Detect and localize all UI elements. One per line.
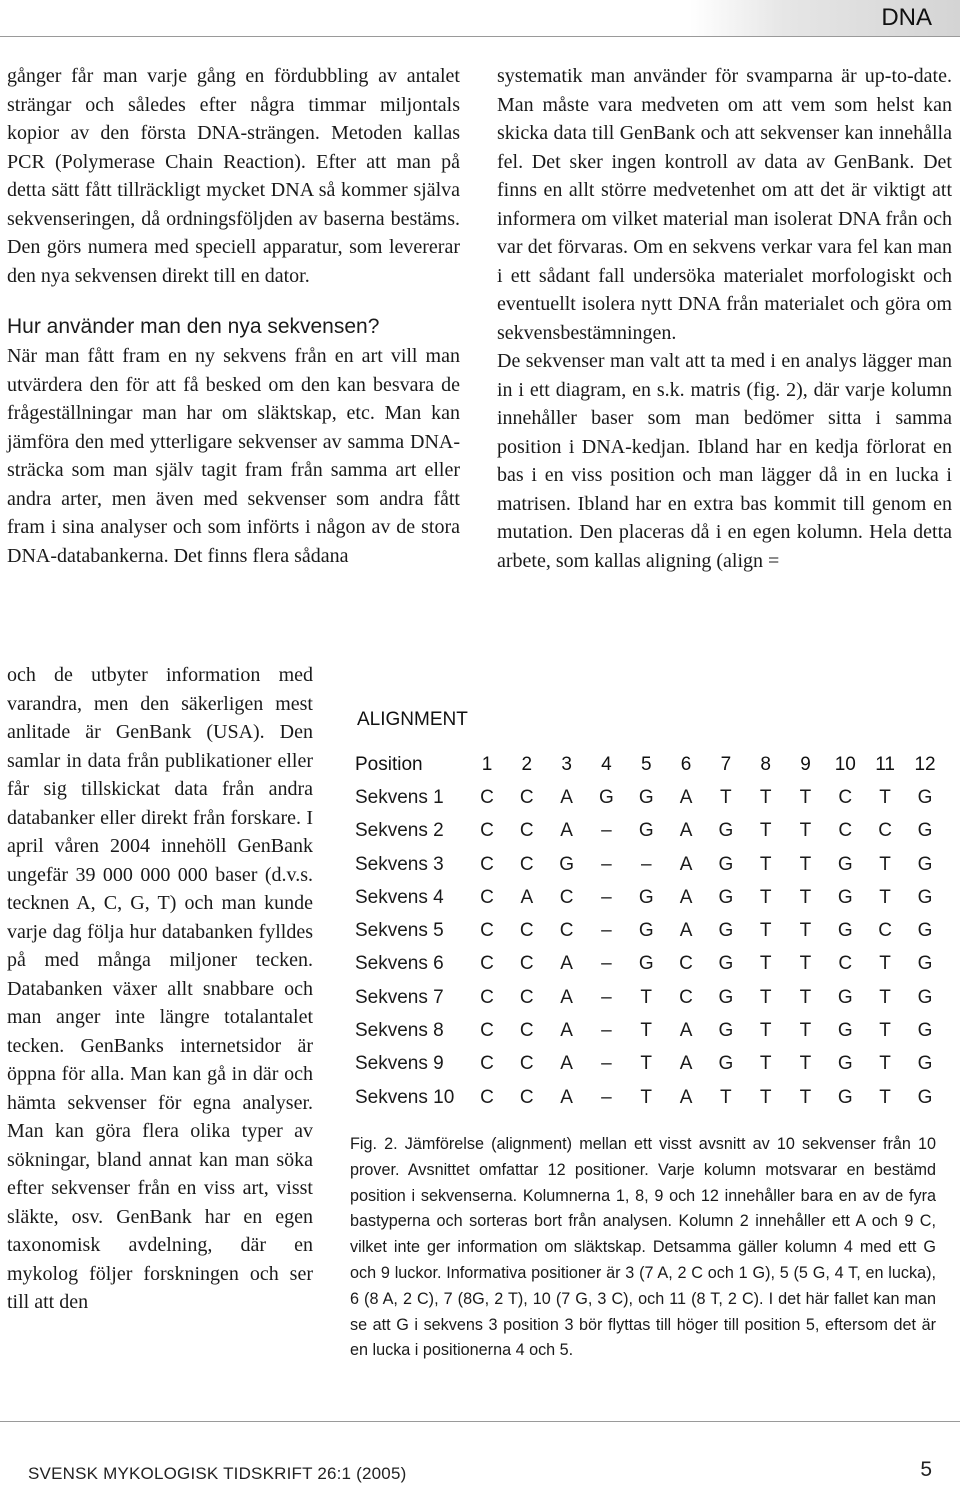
sequence-label: Sekvens 9	[355, 1053, 444, 1075]
left-paragraph-2: När man fått fram en ny sekvens från en art vill man utvärdera den för att få besked om den kan besvara de frågeställningar man har om släktskap, etc. Man kan jämföra den med ytterligare sekvenser av samma DNA-sträcka som man själv tagit fram från samma art eller andra arter, men även med sekvenser som andra fått fram i sina analyser och som införts i någon av de stora DNA-databankerna. Det finns flera sådana	[7, 345, 460, 567]
sequence-row	[355, 1014, 945, 1047]
base-cell: G	[837, 886, 853, 908]
base-cell: G	[599, 786, 614, 808]
base-cell: T	[879, 1020, 891, 1042]
base-cell: T	[799, 1086, 812, 1108]
sequence-label: Sekvens 2	[355, 820, 444, 842]
base-cell: T	[640, 986, 653, 1008]
sequence-label: Sekvens 10	[355, 1086, 455, 1108]
base-cell: C	[838, 953, 853, 975]
base-cell: –	[601, 920, 612, 942]
left-paragraph-1: gånger får man varje gång en fördubbling av antalet strängar och således efter några timmar miljontals kopior av den första DNA-strängen. Metoden kallas PCR (Polymerase Chain Reaction). Efter att man på detta sätt fått tillräckligt mycket DNA så kommer själva sekvenseringen, då ordningsföljden av baserna bestäms. Den görs numera med speciell apparatur, som levererar den nya sekvensen direkt till en dator.	[7, 65, 460, 287]
base-cell: C	[838, 786, 853, 808]
position-number: 4	[601, 753, 612, 775]
position-number: 7	[720, 753, 732, 775]
base-cell: C	[519, 986, 534, 1008]
base-cell: C	[878, 920, 892, 942]
base-cell: G	[917, 986, 933, 1008]
base-cell: –	[601, 886, 612, 908]
base-cell: –	[601, 853, 612, 875]
base-cell: T	[759, 1053, 772, 1075]
base-cell: C	[480, 1053, 494, 1075]
base-cell: G	[837, 1053, 853, 1075]
base-cell: G	[917, 820, 933, 842]
base-cell: A	[679, 1053, 693, 1075]
base-cell: T	[879, 886, 891, 908]
base-cell: T	[759, 820, 772, 842]
position-header-row	[355, 748, 945, 781]
base-cell: T	[799, 953, 812, 975]
base-cell: –	[601, 820, 612, 842]
base-cell: T	[799, 1053, 812, 1075]
sequence-row	[355, 848, 945, 881]
base-cell: T	[720, 1086, 732, 1108]
base-cell: T	[879, 853, 891, 875]
base-cell: C	[480, 820, 494, 842]
base-cell: –	[601, 953, 612, 975]
base-cell: T	[759, 853, 772, 875]
base-cell: A	[679, 853, 693, 875]
section-heading: Hur använder man den nya sekvensen?	[7, 315, 380, 338]
base-cell: G	[837, 1020, 853, 1042]
position-number: 10	[834, 753, 856, 775]
sequence-label: Sekvens 4	[355, 886, 444, 908]
sequence-row	[355, 981, 945, 1014]
right-paragraph-2: De sekvenser man valt att ta med i en analys lägger man in i ett diagram, en s.k. matris (fig. 2), där varje kolumn innehåller baser som man bedömer sitta i samma position i DNA-kedjan. Ibland har en kedja förlorat en bas i en viss position och man lägger då in en lucka i matrisen. Ibland har en extra bas kommit till genom en mutation. Den placeras då i en egen kolumn. Hela detta arbete, som kallas aligning (align =	[497, 350, 952, 572]
base-cell: A	[560, 1020, 573, 1042]
position-label: Position	[355, 753, 423, 775]
base-cell: C	[480, 886, 494, 908]
base-cell: G	[718, 886, 734, 908]
base-cell: A	[679, 1020, 693, 1042]
section-label: DNA	[881, 4, 932, 31]
base-cell: T	[759, 920, 772, 942]
alignment-body	[355, 781, 945, 1114]
base-cell: A	[560, 1086, 573, 1108]
sequence-label: Sekvens 3	[355, 853, 444, 875]
base-cell: C	[519, 820, 534, 842]
position-number: 5	[640, 753, 652, 775]
sequence-row	[355, 1081, 945, 1114]
base-cell: T	[799, 886, 812, 908]
footer-divider	[0, 1421, 960, 1422]
base-cell: T	[799, 853, 812, 875]
figure-title: ALIGNMENT	[357, 709, 468, 730]
base-cell: T	[759, 886, 772, 908]
sequence-label: Sekvens 7	[355, 986, 444, 1008]
left-paragraph-2-continued: och de utbyter information med varandra, men den säkerligen mest anlitade är GenBank (USA). Den samlar in data från publikationer eller får sig tillskickat data från andra databanker eller direkt från forskare. I april våren 2004 innehöll GenBank ungefär 39 000 000 000 baser (d.v.s. tecknen A, C, G, T) och man kunde varje dag följa hur databanken fylldes på med många miljoner tecken. Databanken växer allt snabbare och man anger inte längre totalantalet tecken. GenBanks internetsidor är öppna för alla. Man kan gå in där och hämta sekvenser för egna analyser. Man kan göra flera olika typer av sökningar, bland annat kan man söka efter sekvenser från en viss art, visst släkte, osv. GenBank har en egen taxonomisk avdelning, där en mykolog följer forskningen och ser till att den	[7, 664, 313, 1313]
base-cell: T	[759, 986, 772, 1008]
base-cell: C	[480, 853, 494, 875]
base-cell: T	[640, 1053, 653, 1075]
base-cell: G	[718, 953, 734, 975]
base-cell: G	[917, 953, 933, 975]
base-cell: G	[559, 853, 574, 875]
position-number: 3	[561, 753, 572, 775]
position-number: 2	[521, 753, 533, 775]
header-divider	[0, 36, 960, 37]
base-cell: A	[560, 820, 573, 842]
base-cell: –	[601, 986, 612, 1008]
base-cell: T	[879, 1086, 891, 1108]
left-column-continued	[7, 661, 313, 1317]
base-cell: T	[759, 1086, 772, 1108]
base-cell: G	[718, 920, 734, 942]
sequence-label: Sekvens 5	[355, 920, 444, 942]
base-cell: G	[917, 1020, 933, 1042]
base-cell: G	[917, 920, 933, 942]
base-cell: T	[799, 786, 812, 808]
base-cell: T	[799, 920, 812, 942]
base-cell: C	[480, 1020, 494, 1042]
base-cell: A	[679, 820, 693, 842]
base-cell: –	[601, 1086, 612, 1108]
base-cell: A	[679, 920, 693, 942]
right-column	[497, 62, 952, 575]
base-cell: T	[799, 1020, 812, 1042]
base-cell: T	[759, 953, 772, 975]
base-cell: C	[480, 786, 494, 808]
base-cell: A	[560, 953, 573, 975]
base-cell: –	[640, 853, 652, 875]
sequence-label: Sekvens 8	[355, 1020, 444, 1042]
base-cell: G	[837, 853, 853, 875]
base-cell: G	[638, 820, 654, 842]
base-cell: T	[759, 786, 772, 808]
base-cell: A	[520, 886, 534, 908]
base-cell: T	[640, 1086, 653, 1108]
base-cell: A	[560, 986, 573, 1008]
base-cell: T	[799, 820, 812, 842]
base-cell: C	[559, 920, 574, 942]
base-cell: C	[679, 953, 693, 975]
base-cell: T	[879, 953, 891, 975]
base-cell: G	[837, 920, 853, 942]
base-cell: C	[519, 853, 534, 875]
base-cell: C	[679, 986, 693, 1008]
base-cell: G	[917, 1053, 933, 1075]
position-number: 12	[914, 753, 936, 775]
base-cell: T	[759, 1020, 772, 1042]
base-cell: G	[718, 820, 734, 842]
sequence-row	[355, 1048, 945, 1081]
base-cell: G	[718, 986, 734, 1008]
journal-footer: SVENSK MYKOLOGISK TIDSKRIFT 26:1 (2005)	[28, 1464, 407, 1483]
base-cell: A	[560, 786, 573, 808]
sequence-row	[355, 881, 945, 914]
base-cell: C	[480, 986, 494, 1008]
base-cell: G	[917, 886, 933, 908]
header-bar	[690, 0, 960, 36]
base-cell: G	[837, 986, 853, 1008]
base-cell: T	[640, 1020, 653, 1042]
base-cell: T	[720, 786, 732, 808]
base-cell: G	[917, 853, 933, 875]
base-cell: G	[917, 786, 933, 808]
sequence-row	[355, 948, 945, 981]
position-number: 6	[680, 753, 692, 775]
base-cell: T	[879, 1053, 891, 1075]
base-cell: T	[879, 986, 891, 1008]
base-cell: –	[601, 1020, 612, 1042]
base-cell: G	[638, 953, 654, 975]
figure-caption: Fig. 2. Jämförelse (alignment) mellan ett visst avsnitt av 10 sekvenser från 10 prover. Avsnittet omfattar 12 positioner. Varje kolumn motsvarar en bestämd position i sekvenserna. Kolumnerna 1, 8, 9 och 12 innehåller bara en av de fyra bastyperna och sorteras bort från analysen. Kolumn 2 innehåller ett A och 9 C, vilket inte ger information om släktskap. Detsamma gäller kolumn 4 med ett G och 9 luckor. Informativa positioner är 3 (7 A, 2 C och 1 G), 5 (5 G, 4 T, en lucka), 6 (8 A, 2 C), 7 (8G, 2 T), 10 (7 G, 3 C), och 11 (8 T, 2 C). I det här fallet kan man se att G i sekvens 3 position 3 bör flyttas till höger till position 5, eftersom det är en lucka i positionerna 4 och 5.	[350, 1135, 936, 1360]
base-cell: C	[878, 820, 892, 842]
base-cell: A	[679, 786, 693, 808]
base-cell: C	[519, 1020, 534, 1042]
base-cell: A	[679, 1086, 693, 1108]
left-column	[7, 62, 460, 570]
base-cell: C	[838, 820, 853, 842]
base-cell: C	[480, 920, 494, 942]
base-cell: C	[480, 1086, 494, 1108]
base-cell: A	[560, 1053, 573, 1075]
base-cell: A	[679, 886, 693, 908]
page-number: 5	[920, 1458, 932, 1481]
base-cell: T	[879, 786, 891, 808]
sequence-label: Sekvens 1	[355, 786, 444, 808]
alignment-table	[355, 748, 945, 1114]
base-cell: G	[718, 853, 734, 875]
base-cell: –	[601, 1053, 612, 1075]
right-paragraph-1: systematik man använder för svamparna är up-to-date. Man måste vara medveten om att vem som helst kan skicka data till GenBank och att sekvenser kan innehålla fel. Det sker ingen kontroll av data av GenBank. Det finns en allt större medvetenhet om att det är viktigt att informera om vilket material man isolerat DNA från och var det förvaras. Om en sekvens verkar vara fel kan man i ett sådant fall undersöka materialet morfologiskt och eventuellt isolera nytt DNA från materialet och göra om sekvensbestämningen.	[497, 65, 952, 344]
base-cell: C	[519, 1053, 534, 1075]
base-cell: G	[718, 1020, 734, 1042]
base-cell: C	[519, 953, 534, 975]
base-cell: G	[638, 786, 654, 808]
base-cell: C	[519, 920, 534, 942]
base-cell: G	[917, 1086, 933, 1108]
sequence-row	[355, 914, 945, 947]
base-cell: T	[799, 986, 812, 1008]
base-cell: C	[519, 786, 534, 808]
base-cell: G	[638, 886, 654, 908]
position-number: 11	[875, 753, 895, 775]
base-cell: G	[638, 920, 654, 942]
position-number: 8	[760, 753, 771, 775]
base-cell: C	[519, 1086, 534, 1108]
base-cell: G	[837, 1086, 853, 1108]
sequence-label: Sekvens 6	[355, 953, 444, 975]
sequence-row	[355, 781, 945, 814]
base-cell: C	[480, 953, 494, 975]
position-number: 9	[800, 753, 811, 775]
base-cell: C	[559, 886, 574, 908]
base-cell: G	[718, 1053, 734, 1075]
sequence-row	[355, 815, 945, 848]
position-number: 1	[481, 753, 493, 775]
